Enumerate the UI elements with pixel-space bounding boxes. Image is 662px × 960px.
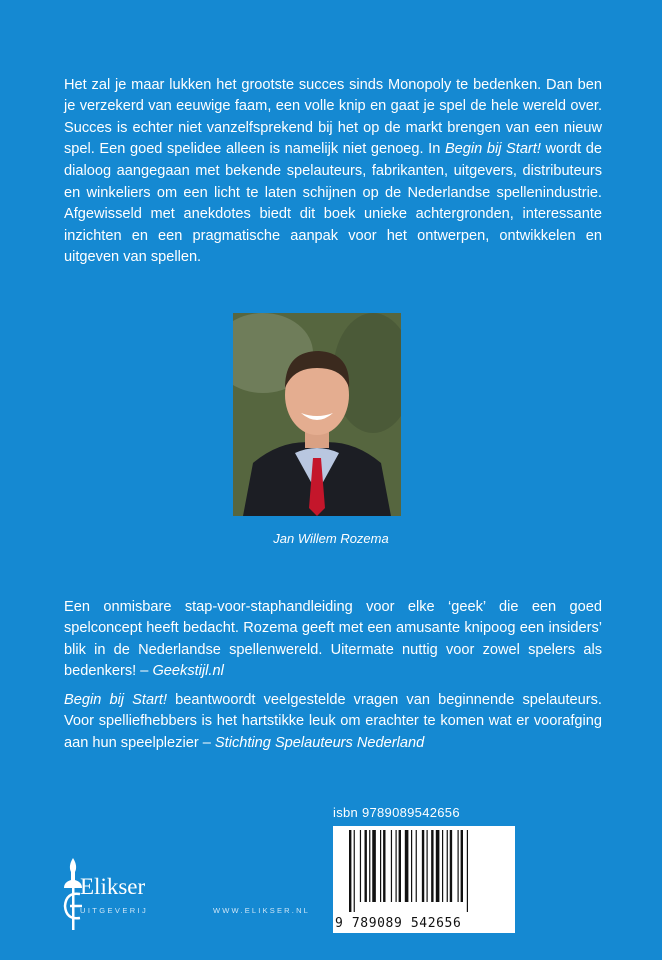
review-spelauteurs [64,690,602,755]
author-photo [233,313,401,516]
barcode-number: 9 789089 542656 [335,916,462,931]
barcode-bar [399,830,401,902]
barcode-bar [450,830,452,902]
barcode-bar [467,830,468,912]
review-source: Geekstijl.nl [152,663,224,680]
barcode-bar [422,830,424,902]
publisher-subtitle: UITGEVERIJ [80,906,149,915]
barcode [333,826,515,933]
barcode-bar [442,830,443,902]
barcode-bar [391,830,392,902]
barcode-bars [349,830,499,912]
isbn-label: isbn 9789089542656 [333,805,460,820]
intro-text: Het zal je maar lukken het grootste succes sinds Monopoly te bedenken. Dan ben je verzekerd van eeuwige faam, een volle knip en gaat je spel de hele wereld over. Succes is echter niet vanzelfsprekend bij het op de markt brengen van een nieuw spel. Een goed spelidee alleen is namelijk niet genoeg. In [64,76,602,158]
review-text: beantwoordt veelgestelde vragen van beginnende spelauteurs. Voor spelliefhebbers is het hartstikke leuk om erachter te komen wat er voorafging aan hun speelplezier – [64,691,602,751]
barcode-bar [396,830,397,902]
barcode-bar [411,830,412,902]
barcode-bar [360,830,361,902]
publisher-url[interactable]: WWW.ELIKSER.NL [213,906,311,915]
barcode-bar [372,830,376,902]
barcode-bar [461,830,463,902]
book-title: Begin bij Start! [444,141,541,158]
barcode-bar [365,830,367,902]
review-text: Een onmisbare stap-voor-staphandleiding voor elke ‘geek’ die een goed spelconcept heeft bedacht. Rozema geeft met een amusante knipoog een insiders’ blik in de Nederlandse spellenwereld. Uitermate nuttig voor zowel spelers als bedenkers! – [64,598,602,680]
barcode-bar [416,830,417,902]
intro-text-cont: wordt de dialoog aangegaan met bekende spelauteurs, fabrikanten, uitgevers, distributeurs en winkeliers om een licht te laten schijnen op de Nederlandse spellenindustrie. Afgewisseld met anekdotes biedt dit boek unieke achtergronden, interessante inzichten en een pragmatische aanpak voor het ontwerpen, ontwikkelen en uitgeven van spellen. [64,141,602,266]
review-geekstijl [64,597,602,683]
book-title: Begin bij Start! [64,691,168,708]
author-caption: Jan Willem Rozema [273,531,389,546]
barcode-bar [447,830,448,902]
barcode-bar [436,830,440,902]
barcode-bar [427,830,428,902]
barcode-bar [369,830,370,902]
barcode-bar [349,830,351,912]
barcode-bar [354,830,355,912]
review-source: Stichting Spelauteurs Nederland [214,734,425,751]
barcode-bar [405,830,409,902]
barcode-bar [431,830,433,902]
barcode-bar [458,830,459,902]
barcode-bar [380,830,381,902]
publisher-name: Elikser [80,874,146,899]
intro-paragraph [64,75,602,269]
barcode-bar [383,830,385,902]
